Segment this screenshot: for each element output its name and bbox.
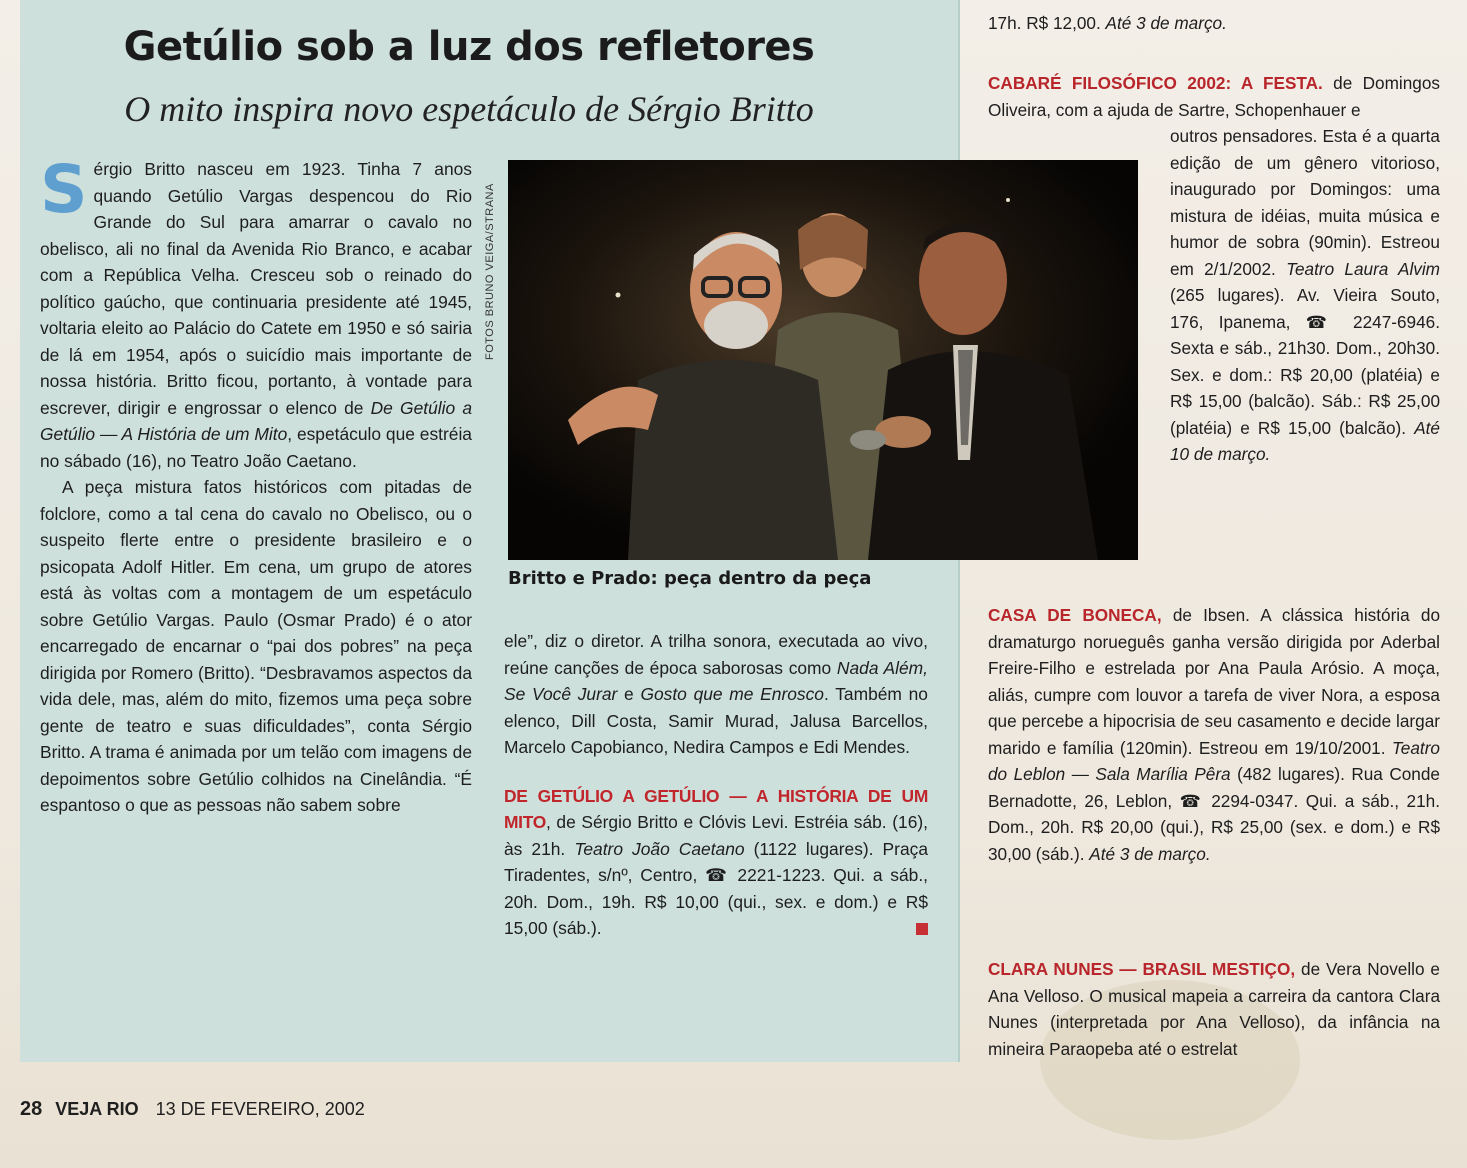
issue-date: 13 DE FEVEREIRO, 2002 xyxy=(155,1099,365,1119)
cabare-venue: Teatro Laura Alvim xyxy=(1286,258,1440,279)
credits-venue: Teatro João Caetano xyxy=(574,838,745,859)
boneca-venue: Teatro do Leblon — Sala Marília Pêra xyxy=(988,737,1440,784)
cabare-until: Até 10 de março. xyxy=(1170,417,1440,464)
paragraph-3-end: . Também no elenco, Dill Costa, Samir Murad, Jalusa Barcellos, Marcelo Capobianco, Nedira Campos e Edi Mendes. xyxy=(504,684,928,757)
paragraph-3-text: ele”, diz o diretor. A trilha sonora, executada ao vivo, reúne canções de época saborosas como xyxy=(504,631,928,678)
drop-cap: S xyxy=(40,151,88,228)
credits-text: , de Sérgio Britto e Clóvis Levi. Estréia sáb. (16), às 21h. xyxy=(504,812,928,859)
listing-title-cabare: CABARÉ FILOSÓFICO 2002: A FESTA. xyxy=(988,73,1323,93)
credits-details: (1122 lugares). Praça Tiradentes, s/nº, Centro, ☎ 2221-1223. Qui. a sáb., 20h. Dom., 19h. R$ 10,00 (qui., sex. e dom.) e R$ 15,00 (sáb.). xyxy=(504,838,928,938)
page-footer xyxy=(20,1098,365,1121)
paragraph-1: érgio Britto nasceu em 1923. Tinha 7 anos quando Getúlio Vargas despencou do Rio Grande do Sul para amarrar o cavalo no obelisco, ali no final da Avenida Rio Branco, e acabar com a República Velha. Cresceu sob o reinado do político gaúcho, que continuaria presidente até 1945, voltaria eleito ao Palácio do Catete em 1950 e só sairia de lá em 1954, após o suicídio mais importante de nossa história. Britto ficou, portanto, à vontade para escrever, dirigir e engrossar o elenco de xyxy=(40,159,472,418)
boneca-details: (482 lugares). Rua Conde Bernadotte, 26, Leblon, ☎ 2294-0347. Qui. a sáb., 21h. Dom., 20h. R$ 20,00 (qui.), R$ 25,00 (sex. e dom.) e R$ 30,00 (sáb.). xyxy=(988,764,1440,864)
listing-casa-de-boneca xyxy=(988,602,1440,867)
song-title-3: Gosto que me Enrosco xyxy=(640,684,824,704)
listing-top-fragment xyxy=(988,10,1440,37)
photo-credit: FOTOS BRUNO VEIGA/STRANA xyxy=(484,183,496,360)
boneca-text: de Ibsen. A clássica história do dramaturgo norueguês ganha versão dirigida por Aderbal Freire-Filho e estrelada por Ana Paula Arósio. A moça, aliás, cumpre com louvor a tarefa de viver Nora, a esposa que percebe a hipocrisia de seu casamento e decide largar marido e família (120min). Estreou em 19/10/2001. xyxy=(988,605,1440,758)
credits-title: DE GETÚLIO A GETÚLIO — A HISTÓRIA DE UM MITO xyxy=(504,785,928,832)
paragraph-3 xyxy=(504,628,928,761)
page-number: 28 xyxy=(20,1098,43,1120)
magazine-name: VEJA RIO xyxy=(55,1099,139,1119)
boneca-until: Até 3 de março. xyxy=(1089,843,1211,864)
article-subhead: O mito inspira novo espetáculo de Sérgio Britto xyxy=(124,89,814,129)
listing-cabare xyxy=(988,70,1440,468)
end-mark-square xyxy=(916,923,928,935)
listing-title-boneca: CASA DE BONECA, xyxy=(988,605,1162,625)
article-headline: Getúlio sob a luz dos refletores xyxy=(123,24,815,70)
article-column-2 xyxy=(504,628,928,942)
cabare-text: outros pensadores. Esta é a quarta edição de um gênero vitorioso, inaugurado por Domingos: uma mistura de idéias, muita música e humor de sobra (90min). Estreou em 2/1/2002. xyxy=(1170,126,1440,279)
article-column-1 xyxy=(40,151,472,819)
listing-title-clara: CLARA NUNES — BRASIL MESTIÇO, xyxy=(988,959,1296,979)
cabare-intro: de Domingos Oliveira, com a ajuda de Sartre, Schopenhauer e xyxy=(988,73,1440,120)
play-title: De Getúlio a Getúlio — A História de um Mito xyxy=(40,397,472,444)
cabare-details: (265 lugares). Av. Vieira Souto, 176, Ipanema, ☎ 2247-6946. Sexta e sáb., 21h30. Dom., 20h30. Sex. e dom.: R$ 20,00 (platéia) e R$ 15,00 (balcão). Sáb.: R$ 25,00 (platéia) e R$ 15,00 (balcão). xyxy=(1170,285,1440,438)
clara-text: de Vera Novello e Ana Velloso. O musical mapeia a carreira da cantora Clara Nunes (interpretada por Ana Velloso), da infância na mineira Paraopeba até o estrelat xyxy=(988,959,1440,1059)
credits-block xyxy=(504,783,928,942)
conjunction: e xyxy=(617,684,641,704)
listing-clara-nunes xyxy=(988,956,1440,1062)
song-titles: Nada Além, Se Você Jurar xyxy=(504,657,928,704)
paragraph-2: A peça mistura fatos históricos com pitadas de folclore, como a tal cena do cavalo no Obelisco, ou o suspeito flerte entre o presidente brasileiro e o psicopata Adolf Hitler. Em cena, um grupo de atores está às voltas com a montagem de um espetáculo sobre Getúlio Vargas. Paulo (Osmar Prado) é o ator encarregado de encarnar o “pai dos pobres” na peça dirigida por Romero (Britto). “Desbravamos aspectos da vida dele, mas, além do mito, fizemos uma peça sobre gente de teatro e suas dificuldades”, conta Sérgio Britto. A trama é animada por um telão com imagens de depoimentos sobre Getúlio colhidos na Cinelândia. “É espantoso o que as pessoas não sabem sobre xyxy=(40,477,472,815)
photo-caption: Britto e Prado: peça dentro da peça xyxy=(508,568,872,589)
top-fragment-text: 17h. R$ 12,00. xyxy=(988,13,1106,33)
top-fragment-date: Até 3 de março. xyxy=(1105,13,1227,33)
paragraph-1-end: , espetáculo que estréia no sábado (16), no Teatro João Caetano. xyxy=(40,424,472,471)
